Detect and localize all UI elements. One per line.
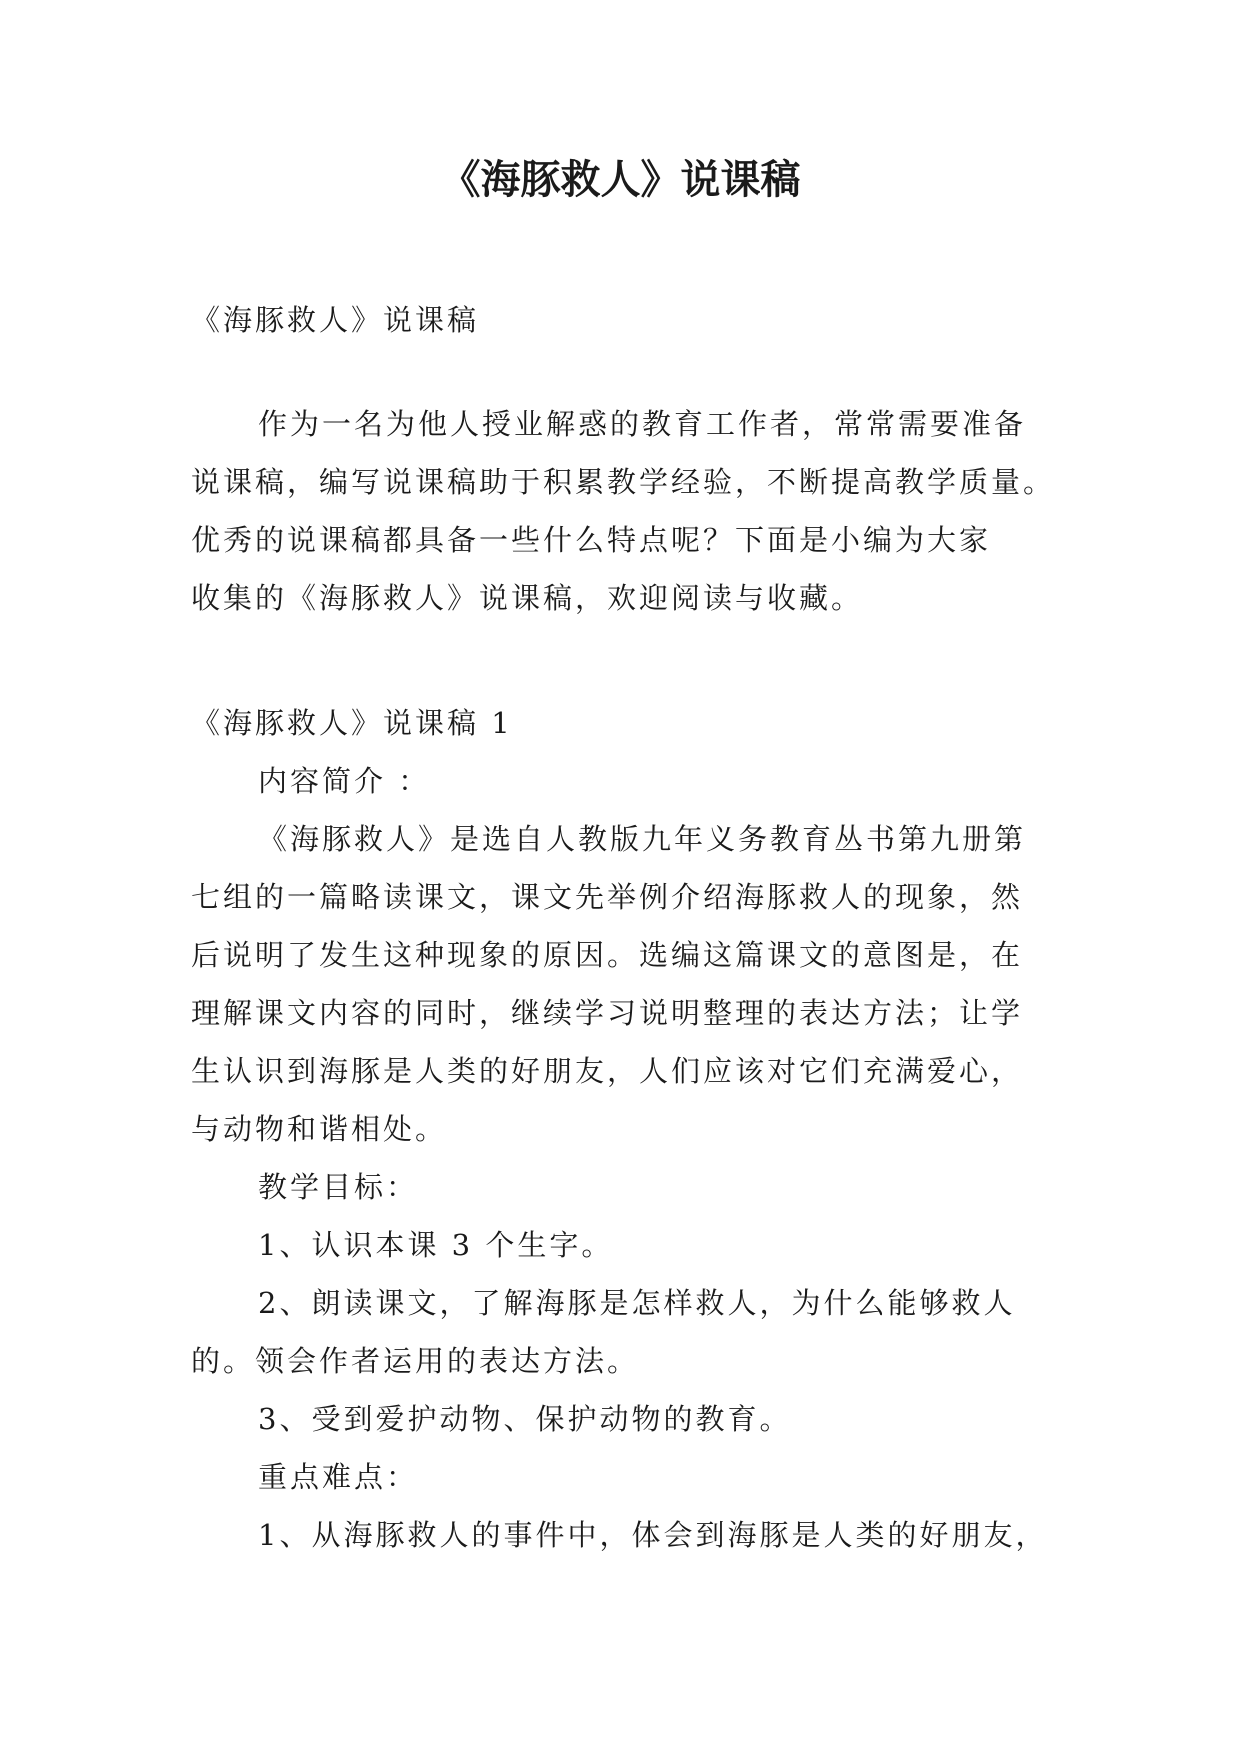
- content-line-2: 七组的一篇略读课文，课文先举例介绍海豚救人的现象，然: [191, 880, 1024, 914]
- key-1: 1、从海豚救人的事件中，体会到海豚是人类的好朋友，: [258, 1518, 1048, 1552]
- section-heading: 《海豚救人》说课稿 1: [191, 706, 513, 740]
- content-line-6: 与动物和谐相处。: [191, 1112, 448, 1146]
- content-line-3: 后说明了发生这种现象的原因。选编这篇课文的意图是，在: [191, 938, 1024, 972]
- goal-2-line-1: 2、朗读课文，了解海豚是怎样救人，为什么能够救人: [258, 1286, 1016, 1320]
- intro-line-3: 优秀的说课稿都具备一些什么特点呢？下面是小编为大家: [191, 523, 992, 557]
- intro-line-2: 说课稿，编写说课稿助于积累教学经验，不断提高教学质量。: [191, 465, 1056, 499]
- goal-3: 3、受到爱护动物、保护动物的教育。: [258, 1402, 792, 1436]
- document-subtitle: 《海豚救人》说课稿: [191, 303, 480, 337]
- content-label: 内容简介 ：: [258, 764, 431, 798]
- intro-line-1: 作为一名为他人授业解惑的教育工作者，常常需要准备: [258, 407, 1027, 441]
- key-label: 重点难点：: [258, 1460, 419, 1494]
- content-line-4: 理解课文内容的同时，继续学习说明整理的表达方法；让学: [191, 996, 1024, 1030]
- goal-2-line-2: 的。领会作者运用的表达方法。: [191, 1344, 640, 1378]
- goal-1: 1、认识本课 3 个生字。: [258, 1228, 614, 1262]
- document-title: 《海豚救人》说课稿: [440, 156, 801, 203]
- intro-line-4: 收集的《海豚救人》说课稿，欢迎阅读与收藏。: [191, 581, 864, 615]
- content-line-1: 《海豚救人》是选自人教版九年义务教育丛书第九册第: [258, 822, 1027, 856]
- goals-label: 教学目标：: [258, 1170, 419, 1204]
- content-line-5: 生认识到海豚是人类的好朋友，人们应该对它们充满爱心，: [191, 1054, 1024, 1088]
